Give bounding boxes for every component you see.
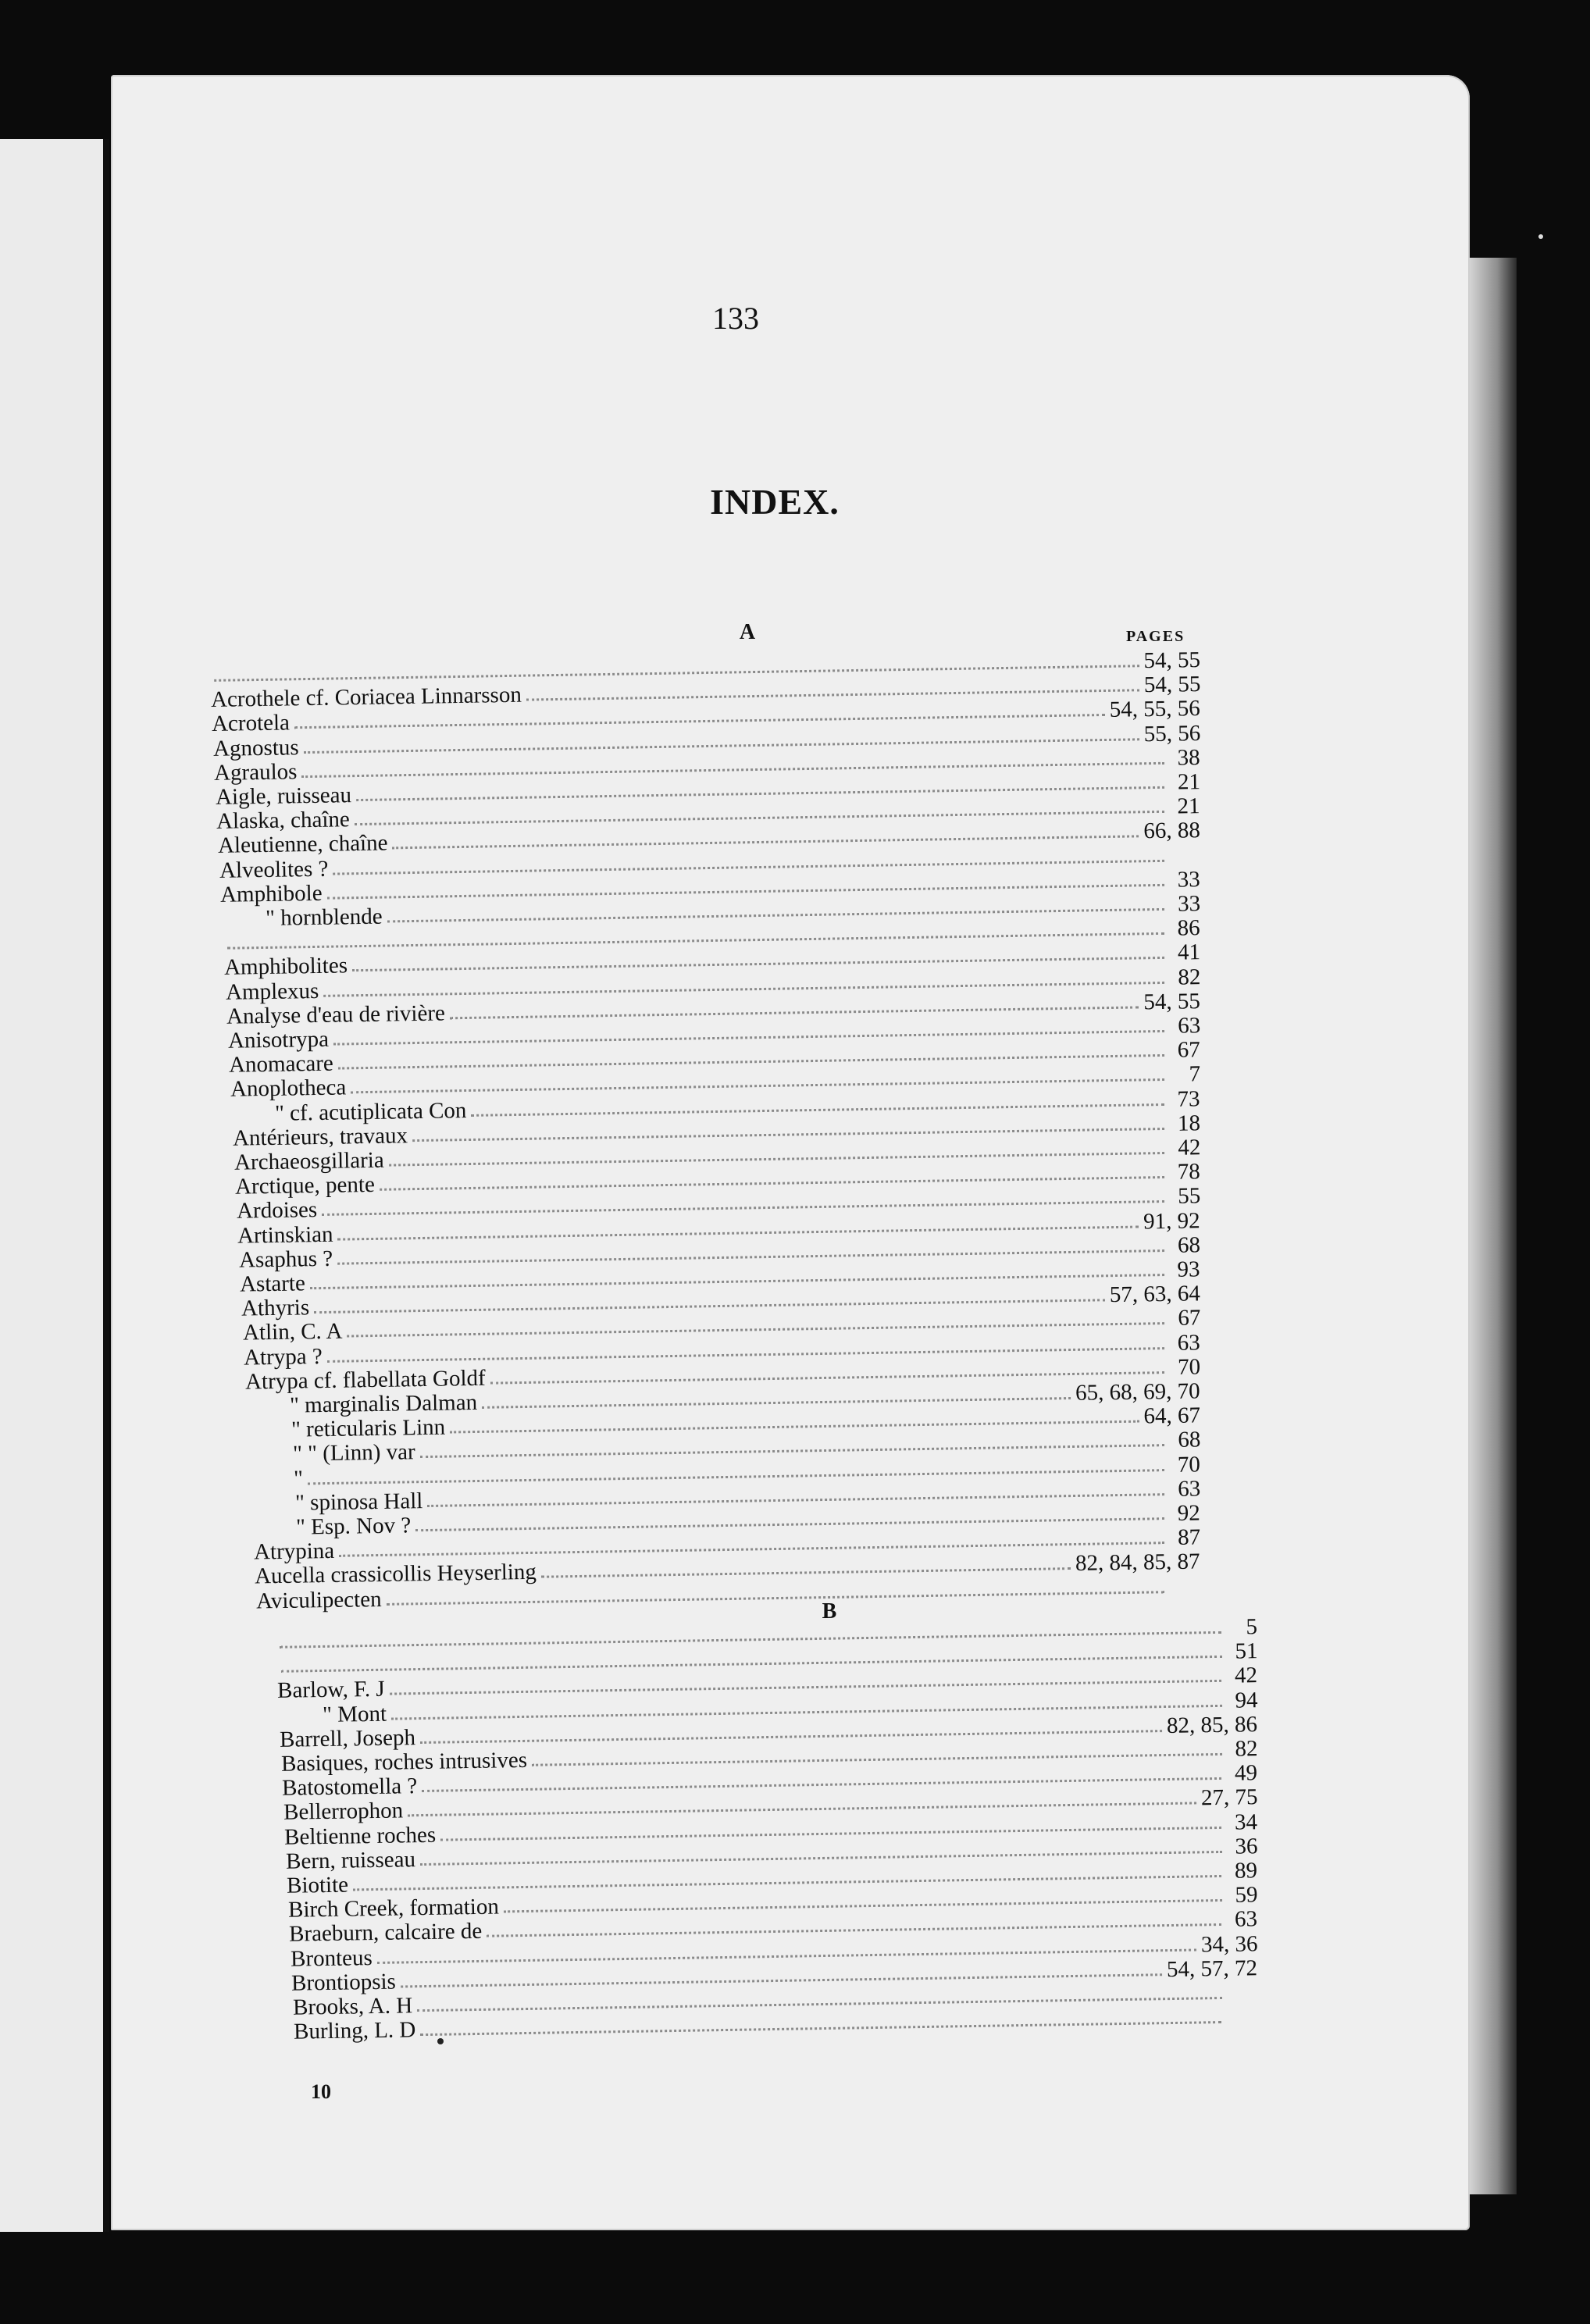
entry-pages: 59 bbox=[1234, 1882, 1258, 1908]
entry-term: Amphibolites bbox=[223, 953, 348, 981]
page-number: 133 bbox=[712, 301, 759, 336]
entry-pages: 33 bbox=[1177, 891, 1201, 917]
entry-pages: 93 bbox=[1177, 1256, 1201, 1282]
entry-term: Brontiopsis bbox=[291, 1969, 397, 1996]
entry-pages: 38 bbox=[1177, 744, 1201, 771]
entry-term: Alaska, chaîne bbox=[216, 807, 351, 835]
entry-term: Atlin, C. A bbox=[242, 1319, 343, 1346]
entry-term: Bern, ruisseau bbox=[285, 1846, 415, 1874]
entry-pages: 63 bbox=[1234, 1906, 1258, 1933]
entry-term: Anoplotheca bbox=[230, 1075, 347, 1103]
entry-term: Astarte bbox=[240, 1271, 306, 1297]
entry-term: Biotite bbox=[286, 1872, 349, 1898]
entry-pages: 57, 63, 64 bbox=[1109, 1281, 1201, 1308]
entry-pages: 54, 55 bbox=[1143, 647, 1201, 674]
entry-pages: 94 bbox=[1234, 1687, 1258, 1713]
entry-term: " cf. acutiplicata Con bbox=[275, 1097, 468, 1126]
entry-pages: 66, 88 bbox=[1143, 818, 1201, 844]
entry-term: Bellerrophon bbox=[283, 1798, 403, 1826]
entry-term: Acrotela bbox=[211, 710, 291, 737]
entry-term: " bbox=[293, 1466, 304, 1492]
section-letter-b: B bbox=[822, 1599, 837, 1624]
entry-pages: 89 bbox=[1234, 1858, 1258, 1884]
entry-term: " reticularis Linn bbox=[291, 1414, 446, 1442]
entry-pages: 21 bbox=[1177, 769, 1201, 795]
entry-term: Birch Creek, formation bbox=[287, 1894, 499, 1923]
page-title: INDEX. bbox=[710, 482, 840, 522]
entry-term: Alveolites ? bbox=[219, 856, 329, 883]
entry-pages: 41 bbox=[1177, 939, 1201, 966]
entry-pages bbox=[1169, 1598, 1200, 1599]
entry-pages: 65, 68, 69, 70 bbox=[1075, 1378, 1201, 1406]
entry-term: Atrypa ? bbox=[244, 1343, 323, 1371]
entry-term: Ardoises bbox=[236, 1197, 318, 1224]
entry-term: Arctique, pente bbox=[234, 1172, 376, 1199]
entry-term: Atrypa cf. flabellata Goldf bbox=[244, 1365, 486, 1395]
entry-term: Aucella crassicollis Heyserling bbox=[255, 1559, 537, 1589]
section-letter-a: A bbox=[739, 620, 756, 644]
entry-pages: 18 bbox=[1177, 1110, 1201, 1136]
book-gutter bbox=[103, 139, 109, 2232]
entry-pages: 70 bbox=[1177, 1452, 1201, 1477]
entry-pages: 82, 85, 86 bbox=[1166, 1711, 1258, 1738]
entry-pages: 54, 55 bbox=[1143, 672, 1201, 698]
entry-term: " Mont bbox=[322, 1701, 387, 1727]
entry-pages: 63 bbox=[1177, 1329, 1201, 1356]
entry-term: Bronteus bbox=[290, 1944, 373, 1972]
index-page bbox=[111, 75, 1470, 2230]
entry-pages: 92 bbox=[1177, 1500, 1201, 1526]
entry-pages: 54, 55 bbox=[1143, 989, 1201, 1015]
entry-term: Agraulos bbox=[214, 759, 298, 786]
entry-pages: 87 bbox=[1177, 1524, 1201, 1551]
pages-column-header: PAGES bbox=[1126, 628, 1185, 645]
entry-pages: 63 bbox=[1177, 1476, 1201, 1502]
entry-term: Anisotrypa bbox=[227, 1026, 329, 1053]
entry-pages: 82 bbox=[1177, 964, 1201, 990]
entry-term: Braeburn, calcaire de bbox=[288, 1919, 483, 1948]
entry-term: Amphibole bbox=[220, 880, 323, 907]
entry-pages: 51 bbox=[1234, 1638, 1258, 1664]
entry-term: " hornblende bbox=[265, 904, 383, 931]
entry-term: Asaphus ? bbox=[238, 1246, 333, 1273]
dust-speck bbox=[1538, 234, 1543, 239]
entry-term: Antérieurs, travaux bbox=[232, 1123, 408, 1151]
entry-pages: 42 bbox=[1234, 1663, 1258, 1688]
entry-pages: 49 bbox=[1234, 1760, 1258, 1786]
entry-term: Aigle, ruisseau bbox=[215, 782, 352, 810]
entry-pages bbox=[1226, 2028, 1257, 2029]
footer-signature-number: 10 bbox=[311, 2080, 331, 2103]
page-edges bbox=[1468, 258, 1517, 2194]
entry-pages: 91, 92 bbox=[1143, 1207, 1201, 1235]
entry-term: Barrell, Joseph bbox=[279, 1724, 416, 1752]
entry-pages: 68 bbox=[1177, 1427, 1201, 1453]
entry-pages: 78 bbox=[1177, 1159, 1201, 1185]
entry-term: Artinskian bbox=[237, 1221, 334, 1249]
entry-term: " marginalis Dalman bbox=[290, 1389, 478, 1418]
entry-term: Barlow, F. J bbox=[276, 1677, 385, 1704]
entry-pages: 7 bbox=[1189, 1061, 1201, 1087]
entry-term: " " (Linn) var bbox=[292, 1439, 415, 1467]
entry-term: Agnostus bbox=[212, 734, 299, 761]
dust-speck bbox=[437, 2038, 444, 2044]
entry-pages: 54, 57, 72 bbox=[1166, 1955, 1258, 1982]
entry-pages: 21 bbox=[1177, 793, 1201, 819]
dot-leader bbox=[420, 2021, 1221, 2036]
entry-term: Aviculipecten bbox=[255, 1586, 382, 1614]
entry-pages: 42 bbox=[1177, 1135, 1201, 1160]
entry-term: Beltienne roches bbox=[283, 1822, 437, 1850]
entry-pages: 70 bbox=[1177, 1354, 1201, 1380]
entry-term: " Esp. Nov ? bbox=[296, 1513, 412, 1540]
entry-term: " spinosa Hall bbox=[294, 1488, 423, 1516]
entry-term: Acrothele cf. Coriacea Linnarsson bbox=[210, 682, 522, 713]
facing-page bbox=[0, 139, 108, 2232]
entry-term: Burling, L. D bbox=[293, 2017, 416, 2044]
entry-pages: 34 bbox=[1234, 1809, 1258, 1835]
entry-pages: 34, 36 bbox=[1200, 1930, 1258, 1958]
entry-pages: 82 bbox=[1234, 1736, 1258, 1762]
entry-pages: 55, 56 bbox=[1143, 720, 1201, 747]
entry-pages: 55 bbox=[1177, 1183, 1201, 1210]
entry-pages: 5 bbox=[1246, 1614, 1258, 1640]
entry-pages: 63 bbox=[1177, 1013, 1201, 1039]
entry-pages: 73 bbox=[1177, 1085, 1201, 1112]
entry-term: Archaeosgillaria bbox=[234, 1147, 384, 1175]
entry-pages: 27, 75 bbox=[1200, 1784, 1258, 1811]
entry-term: Brooks, A. H bbox=[292, 1993, 412, 2020]
entry-pages: 86 bbox=[1177, 915, 1201, 941]
entry-term: Anomacare bbox=[229, 1050, 334, 1078]
entry-pages: 68 bbox=[1177, 1232, 1201, 1258]
entry-pages: 67 bbox=[1177, 1305, 1201, 1331]
entry-pages: 82, 84, 85, 87 bbox=[1075, 1549, 1201, 1577]
entry-term: Athyris bbox=[241, 1295, 310, 1321]
entry-term: Batostomella ? bbox=[281, 1773, 418, 1801]
entry-term: Aleutienne, chaîne bbox=[217, 830, 388, 859]
entry-pages: 33 bbox=[1177, 866, 1201, 893]
entry-term: Amplexus bbox=[225, 978, 319, 1005]
entry-pages: 36 bbox=[1234, 1834, 1258, 1859]
entry-term: Basiques, roches intrusives bbox=[280, 1747, 527, 1777]
entry-term: Atrypina bbox=[253, 1538, 335, 1565]
entry-pages: 64, 67 bbox=[1143, 1403, 1201, 1429]
entry-term: Analyse d'eau de rivière bbox=[226, 1000, 446, 1029]
entry-pages: 54, 55, 56 bbox=[1109, 696, 1201, 723]
entry-pages: 67 bbox=[1177, 1037, 1201, 1063]
